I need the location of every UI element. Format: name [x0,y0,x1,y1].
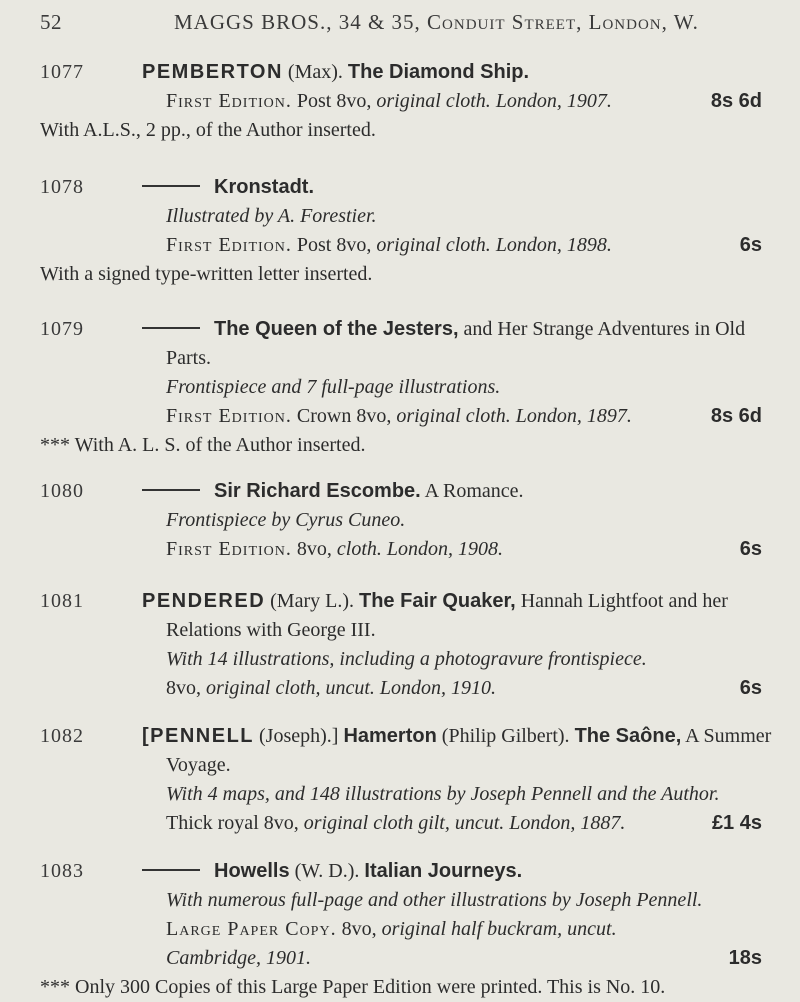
edition: First Edition. [166,538,292,560]
author-detail: (Max). [287,61,343,83]
author: PEMBERTON [142,61,283,83]
illustrations: With 14 illustrations, including a photogravure frontispiece. [166,648,647,670]
imprint: London, 1897. [515,405,632,427]
price: 6s [739,234,762,256]
binding: original half buckram, uncut. [381,918,617,940]
imprint: London, 1907. [495,90,612,112]
title: The Fair Quaker, [359,590,516,612]
imprint: London, 1898. [495,234,612,256]
note: With a signed type-written letter inserted. [40,263,373,285]
lot-number: 1077 [40,61,84,83]
format: Crown 8vo, [296,405,392,427]
title: The Diamond Ship. [347,61,530,83]
title-continued: Relations with George III. [166,619,376,641]
price: 6s [739,677,762,699]
edition: Large Paper Copy. [166,918,337,940]
catalogue-entry [40,587,780,703]
catalogue-entry [40,315,780,460]
title: The Saône, [574,725,682,747]
format: 8vo, [296,538,332,560]
edition: First Edition. [166,90,292,112]
catalogue-entry [40,477,780,564]
title-rest: A Summer [685,725,772,747]
title: Sir Richard Escombe. [214,480,421,502]
price: 18s [728,947,762,969]
binding: original cloth. [376,90,491,112]
format: 8vo, [166,677,201,699]
binding: original cloth. [376,234,491,256]
lot-number: 1079 [40,318,84,340]
illustrated-by: Frontispiece by Cyrus Cuneo. [166,509,406,531]
note: *** With A. L. S. of the Author inserted. [40,434,366,456]
ditto-dash [142,185,200,187]
note: *** Only 300 Copies of this Large Paper Edition were printed. This is No. 10. [40,976,666,998]
ditto-dash [142,869,200,871]
imprint: London, 1887. [509,812,626,834]
ditto-dash [142,327,200,329]
illustrations: With 4 maps, and 148 illustrations by Joseph Pennell and the Author. [166,783,720,805]
author-detail: (W. D.). [294,860,360,882]
price: £1 4s [711,812,762,834]
title: Italian Journeys. [364,860,523,882]
subtitle: A Romance. [424,480,524,502]
author-detail: (Mary L.). [270,590,354,612]
format: Post 8vo, [296,90,372,112]
coauthor: Hamerton [343,725,437,747]
title-continued: Parts. [166,347,211,369]
binding: cloth. [336,538,382,560]
imprint: London, 1908. [386,538,504,560]
lot-number: 1080 [40,480,84,502]
author: Howells [214,860,290,882]
title: Kronstadt. [214,176,314,198]
title: The Queen of the Jesters, [214,318,459,340]
catalogue-entry [40,173,780,289]
title-rest: and Her Strange Adventures in Old [463,318,746,340]
title-rest: Hannah Lightfoot and her [520,590,728,612]
format: 8vo, [341,918,377,940]
coauthor-detail: (Philip Gilbert). [441,725,570,747]
lot-number: 1083 [40,860,84,882]
page-header [40,8,780,42]
imprint: London, 1910. [379,677,497,699]
price: 6s [739,538,762,560]
edition: First Edition. [166,234,292,256]
title-continued: Voyage. [166,754,231,776]
author-detail: (Joseph).] [259,725,339,747]
lot-number: 1078 [40,176,84,198]
ditto-dash [142,489,200,491]
note: With A.L.S., 2 pp., of the Author inserted. [40,119,376,141]
illustrations: With numerous full-page and other illustrations by Joseph Pennell. [166,889,703,911]
illustrations: Frontispiece and 7 full-page illustrations. [166,376,501,398]
binding: original cloth, uncut. [206,677,375,699]
lot-number: 1082 [40,725,84,747]
running-head: MAGGS BROS., 34 & 35, Conduit Street, London, W. [174,10,699,34]
format: Thick royal 8vo, [166,812,299,834]
edition: First Edition. [166,405,292,427]
binding: original cloth gilt, uncut. [303,812,505,834]
catalogue-entry [40,722,780,838]
catalogue-entry [40,857,780,1002]
imprint: Cambridge, 1901. [166,947,311,969]
format: Post 8vo, [296,234,372,256]
binding: original cloth. [396,405,511,427]
price: 8s 6d [710,405,762,427]
author: PENDERED [142,590,266,612]
page-number: 52 [40,10,62,34]
lot-number: 1081 [40,590,84,612]
author: [PENNELL [142,725,254,747]
illustrated-by: Illustrated by A. Forestier. [166,205,377,227]
price: 8s 6d [710,90,762,112]
catalogue-entry [40,58,780,145]
